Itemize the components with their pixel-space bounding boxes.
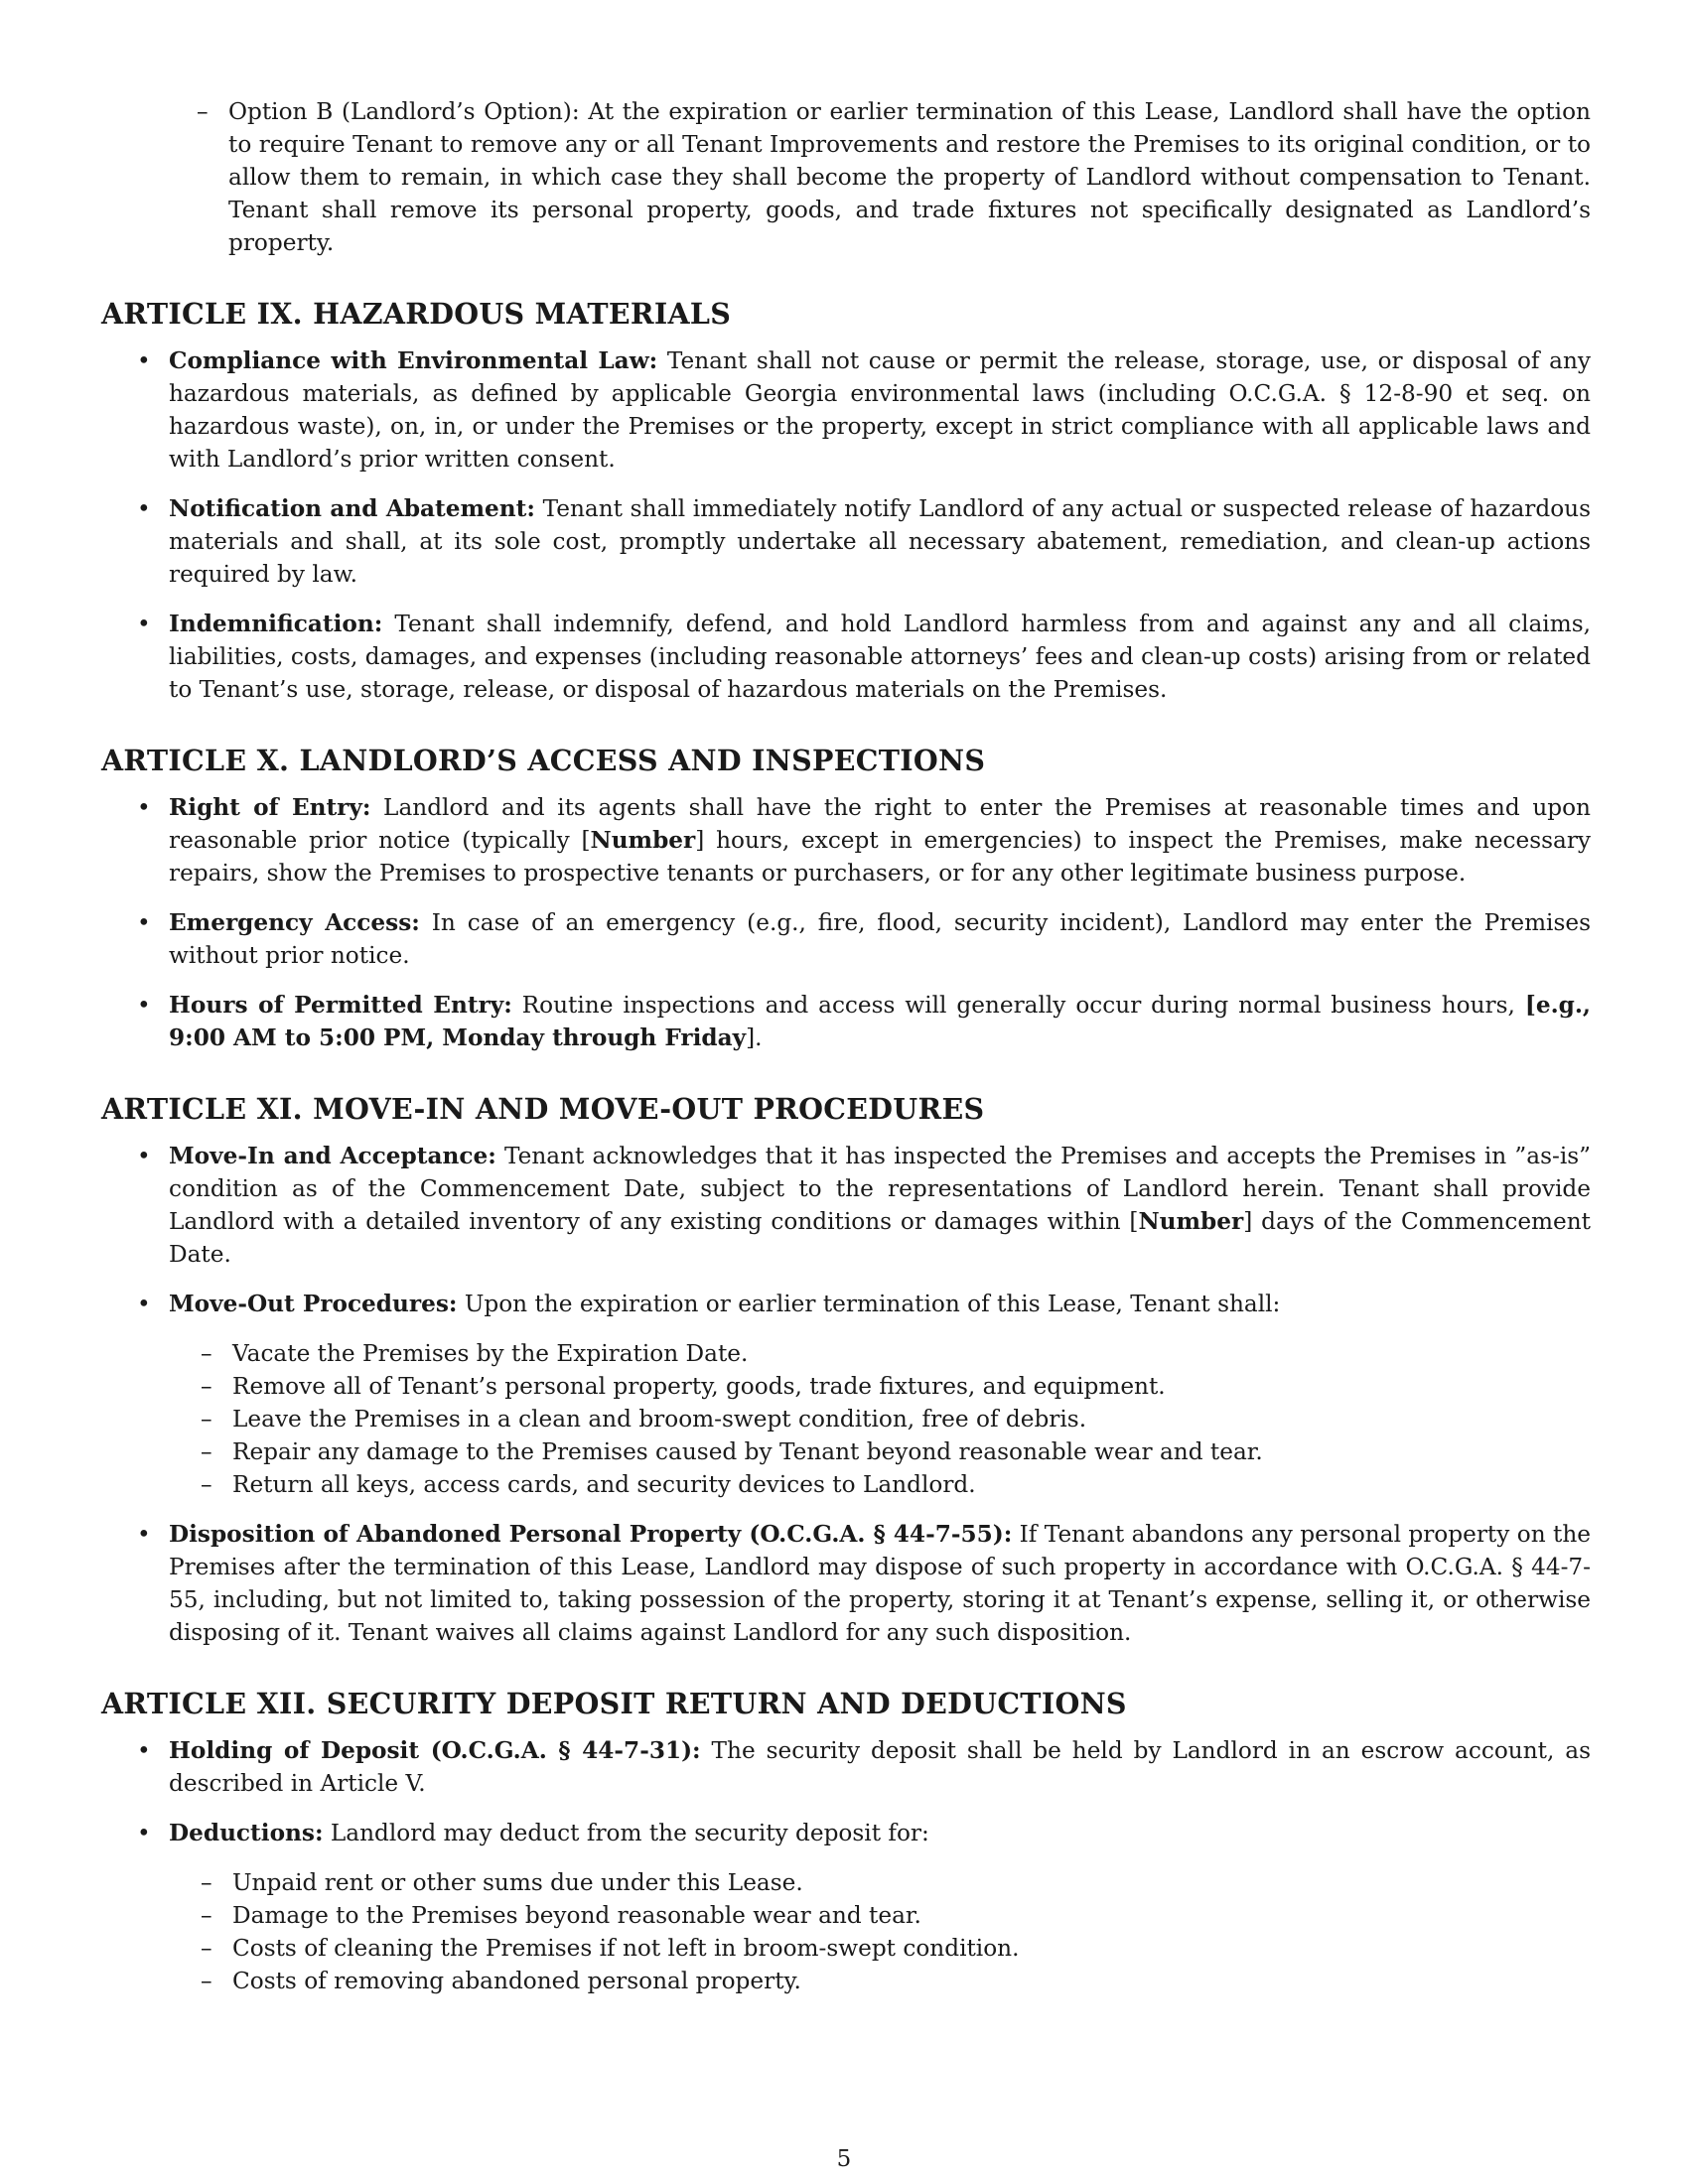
list-item-hours-of-entry: [101, 989, 1591, 1054]
move-out-steps: [169, 1337, 1591, 1501]
deduction-item: – Damage to the Premises beyond reasonable wear and tear.: [169, 1899, 1591, 1932]
article-xi-heading: ARTICLE XI. MOVE-IN AND MOVE-OUT PROCEDURES: [101, 1092, 985, 1126]
list-item-move-in: [101, 1140, 1591, 1271]
option-list: [101, 95, 1591, 259]
item-lead: Hours of Permitted Entry:: [169, 992, 512, 1019]
list-item-deductions: [101, 1817, 1591, 1997]
article-xii-list: [101, 1734, 1591, 1997]
article-x-list: [101, 791, 1591, 1054]
list-item-emergency-access: [101, 906, 1591, 972]
move-out-step: – Remove all of Tenant’s personal property, goods, trade fixtures, and equipment.: [169, 1370, 1591, 1403]
list-item-indemnification: [101, 608, 1591, 706]
item-lead: Deductions:: [169, 1820, 324, 1846]
placeholder-hours: e.g., 9:00 AM to 5:00 PM, Monday through Friday: [169, 992, 1591, 1051]
item-lead: Indemnification:: [169, 611, 383, 637]
item-text: Tenant shall not cause or permit the release, storage, use, or disposal of any hazardous materials, as defined by applicable Georgia environmental laws (including O.C.G.A. § 12-8-90 et seq. on hazardous waste), on, in, or under the Premises or the property, except in strict compliance with all applicable laws and with Landlord’s prior written consent.: [169, 347, 1591, 473]
article-x-section: [101, 742, 1591, 1054]
document-page: [101, 95, 1591, 2014]
item-lead: Holding of Deposit (O.C.G.A. § 44-7-31):: [169, 1737, 701, 1764]
item-text: Landlord may deduct from the security deposit for:: [323, 1820, 929, 1846]
item-lead: Disposition of Abandoned Personal Property (O.C.G.A. § 44-7-55):: [169, 1521, 1013, 1548]
item-text: ] days of the Commencement Date.: [169, 1208, 1591, 1268]
item-text: Tenant acknowledges that it has inspected the Premises and accepts the Premises in ”as-is” condition as of the Commencement Date, subject to the representations of Landlord herein. Tenant shall provide Landlord with a detailed inventory of any existing conditions or damages within [: [169, 1143, 1591, 1235]
item-text: In case of an emergency (e.g., fire, flood, security incident), Landlord may enter the Premises without prior notice.: [169, 909, 1591, 969]
page-number: 5: [836, 2146, 852, 2172]
deduction-item: – Unpaid rent or other sums due under this Lease.: [169, 1866, 1591, 1899]
item-text: Tenant shall immediately notify Landlord of any actual or suspected release of hazardous materials and shall, at its sole cost, promptly undertake all necessary abatement, remediation, and clean-up actions required by law.: [169, 495, 1592, 588]
item-lead: Compliance with Environmental Law:: [169, 347, 658, 374]
article-xii-heading: ARTICLE XII. SECURITY DEPOSIT RETURN AND DEDUCTIONS: [101, 1687, 1127, 1720]
item-lead: Right of Entry:: [169, 794, 371, 821]
item-lead: Move-In and Acceptance:: [169, 1143, 496, 1169]
item-text: Routine inspections and access will generally occur during normal business hours,: [511, 992, 1525, 1019]
item-lead: Move-Out Procedures:: [169, 1291, 458, 1317]
item-text: Tenant shall indemnify, defend, and hold Landlord harmless from and against any and all claims, liabilities, costs, damages, and expenses (including reasonable attorneys’ fees and clean-up costs) arising from or related to Tenant’s use, storage, release, or disposal of hazardous materials on the Premises.: [169, 611, 1591, 703]
deduction-item: – Costs of cleaning the Premises if not left in broom-swept condition.: [169, 1932, 1591, 1965]
option-b-item: – Option B (Landlord’s Option): At the expiration or earlier termination of this Lease, Landlord shall have the option to require Tenant to remove any or all Tenant Improvements and restore the Premises to its original condition, or to allow them to remain, in which case they shall become the property of Landlord without compensation to Tenant. Tenant shall remove its personal property, goods, and trade fixtures not specifically designated as Landlord’s property.: [101, 95, 1591, 259]
move-out-step: – Vacate the Premises by the Expiration Date.: [169, 1337, 1591, 1370]
article-ix-list: [101, 344, 1591, 706]
item-text: Landlord and its agents shall have the right to enter the Premises at reasonable times and upon reasonable prior notice (typically [: [169, 794, 1591, 854]
list-item-right-of-entry: [101, 791, 1591, 889]
item-text: Upon the expiration or earlier termination of this Lease, Tenant shall:: [457, 1291, 1281, 1317]
item-lead: Notification and Abatement:: [169, 495, 535, 522]
list-item-notification-abatement: [101, 492, 1591, 591]
bracket-open: [: [1524, 992, 1536, 1019]
deduction-items: [169, 1866, 1591, 1997]
move-out-step: – Leave the Premises in a clean and broom-swept condition, free of debris.: [169, 1403, 1591, 1435]
article-x-heading: ARTICLE X. LANDLORD’S ACCESS AND INSPECTIONS: [101, 744, 986, 777]
list-item-holding-of-deposit: [101, 1734, 1591, 1800]
placeholder-number: Number: [1138, 1208, 1244, 1235]
list-item-move-out: [101, 1288, 1591, 1501]
article-ix-heading: ARTICLE IX. HAZARDOUS MATERIALS: [101, 297, 732, 331]
move-out-step: – Repair any damage to the Premises caused by Tenant beyond reasonable wear and tear.: [169, 1435, 1591, 1468]
item-text: ] hours, except in emergencies) to inspect the Premises, make necessary repairs, show the Premises to prospective tenants or purchasers, or for any other legitimate business purpose.: [169, 827, 1592, 887]
move-out-step: – Return all keys, access cards, and security devices to Landlord.: [169, 1468, 1591, 1501]
bracket-close: ].: [746, 1024, 763, 1051]
article-xi-section: [101, 1090, 1591, 1649]
item-lead: Emergency Access:: [169, 909, 420, 936]
list-item-environmental-compliance: [101, 344, 1591, 476]
item-text: The security deposit shall be held by Landlord in an escrow account, as described in Article V.: [169, 1737, 1591, 1797]
list-item-abandoned-property: [101, 1518, 1591, 1649]
placeholder-number: Number: [590, 827, 696, 854]
article-ix-section: [101, 295, 1591, 706]
deduction-item: – Costs of removing abandoned personal property.: [169, 1965, 1591, 1997]
article-xii-section: [101, 1685, 1591, 1997]
item-text: If Tenant abandons any personal property on the Premises after the termination of this Lease, Landlord may dispose of such property in accordance with O.C.G.A. § 44-7-55, including, but not limited to, taking possession of the property, storing it at Tenant’s expense, selling it, or otherwise disposing of it. Tenant waives all claims against Landlord for any such disposition.: [169, 1521, 1591, 1646]
article-xi-list: [101, 1140, 1591, 1649]
